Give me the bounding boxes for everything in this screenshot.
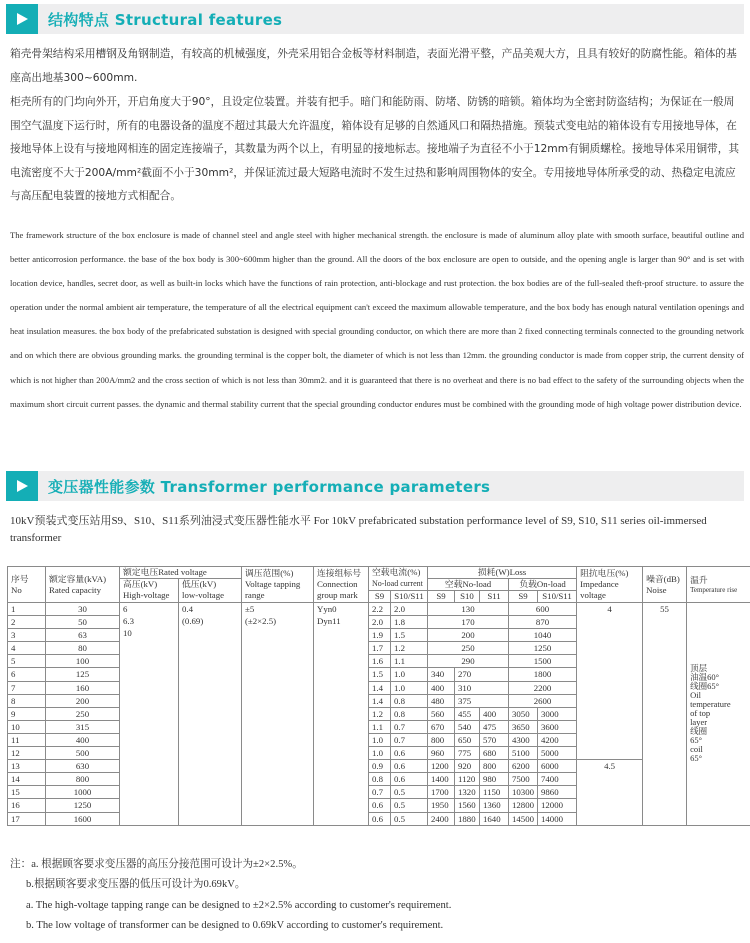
cell-ol-s9: 12800 [509, 799, 538, 812]
cell-nlc-s9: 1.5 [369, 668, 391, 681]
cell-onload-loss: 2600 [509, 694, 577, 707]
cell-capacity: 315 [46, 720, 120, 733]
en-paragraph: The framework structure of the box enclosure is made of channel steel and angle steel with higher mechanical strength. the enclosure is made of aluminum alloy plate with smooth surface, beautiful outline and better anticorrosion performance. the base of the box body is 300~600mm higher than the ground. All the doors of the box enclosure are open to outside, and the opening angle is larger than 90° and is set with location device, handles, secret door, as well as built-in locks which have the functions of rain protection, anti-blockage and rust protection. the box bodies are of the full-sealed theft-proof structure. to assure the operation under the normal ambient air temperature, the temperature of all the electrical equipment can't exceed the maximum allowable temperature, and the box body has enough natural ventilation openings and heat insulation measures. the box body of the prefabricated substation is designed with special grounding conductor, on which there are more than 2 fixed connecting terminals connected to the grounding network and on which there are obvious grounding marks. the grounding terminal is the copper bolt, the diameter of which is not less than 12mm. the grounding conductor is made from copper strip, the current density of which is not higher than 200A/mm2 and the cross section of which is not less than 30mm2. and it is guaranteed that there is no overheat and there is no bad effect to the safety of the surrounding objects when the maximum short circuit current passes. the dynamic and thermal stability current that the special grounding conductor endures must be combined with the grounding mode of high voltage power distribution device. [10, 230, 744, 409]
cell-noload-loss: 250 [428, 642, 509, 655]
cell-capacity: 1250 [46, 799, 120, 812]
cell-nll-s9: 400 [428, 681, 455, 694]
cell-no: 11 [8, 733, 46, 746]
header-nll-s9: S9 [428, 591, 455, 603]
cell-nlc-s10s11: 1.0 [391, 681, 428, 694]
cell-ol-s9: 5100 [509, 747, 538, 760]
header-capacity: 额定容量(kVA) Rated capacity [46, 567, 120, 603]
cell-tapping: ±5 (±2×2.5) [242, 603, 314, 826]
cell-ol-s9: 4300 [509, 733, 538, 746]
cell-nll-s10: 1880 [455, 812, 480, 825]
header-tapping: 调压范围(%) Voltage tapping range [242, 567, 314, 603]
cell-nlc-s9: 1.0 [369, 733, 391, 746]
header-temperature: 温升 Temperature rise [687, 567, 750, 603]
cell-nll-s10s11: 310 [455, 681, 509, 694]
cell-capacity: 100 [46, 655, 120, 668]
cell-connection: Yyn0 Dyn11 [314, 603, 369, 826]
cell-high-voltage: 6 6.3 10 [120, 603, 179, 826]
cell-no: 13 [8, 760, 46, 773]
cell-no: 17 [8, 812, 46, 825]
cell-nll-s11: 475 [480, 720, 509, 733]
cell-nlc-s9: 0.7 [369, 786, 391, 799]
cell-nll-s9: 1950 [428, 799, 455, 812]
cell-nlc-s9: 0.9 [369, 760, 391, 773]
cell-capacity: 1600 [46, 812, 120, 825]
header-ol-s9: S9 [509, 591, 538, 603]
cell-capacity: 50 [46, 616, 120, 629]
cell-nll-s9: 2400 [428, 812, 455, 825]
header-no: 序号 No [8, 567, 46, 603]
cell-nll-s11: 400 [480, 707, 509, 720]
note-line: 注：a. 根据顾客要求变压器的高压分接范围可设计为±2×2.5%。 [10, 859, 303, 870]
transformer-performance-table [7, 566, 750, 826]
cell-no: 15 [8, 786, 46, 799]
cell-ol-s10s11: 5000 [538, 747, 577, 760]
cell-nlc-s10s11: 1.1 [391, 655, 428, 668]
cell-ol-s10s11: 12000 [538, 799, 577, 812]
cell-ol-s9: 14500 [509, 812, 538, 825]
cell-capacity: 125 [46, 668, 120, 681]
cell-nlc-s10s11: 0.5 [391, 812, 428, 825]
cell-capacity: 160 [46, 681, 120, 694]
section-header-transformer [6, 471, 744, 501]
header-low-voltage: 低压(kV) low-voltage [179, 579, 242, 603]
cell-nlc-s9: 1.9 [369, 629, 391, 642]
cell-onload-loss: 1800 [509, 668, 577, 681]
cell-nll-s10: 1120 [455, 773, 480, 786]
cell-nll-s11: 980 [480, 773, 509, 786]
cell-nlc-s9: 2.2 [369, 603, 391, 616]
cell-no: 12 [8, 747, 46, 760]
header-high-voltage: 高压(kV) High-voltage [120, 579, 179, 603]
cell-nlc-s10s11: 0.7 [391, 733, 428, 746]
cell-noload-loss: 200 [428, 629, 509, 642]
cell-capacity: 200 [46, 694, 120, 707]
cell-nlc-s9: 1.0 [369, 747, 391, 760]
table-caption: 10kV预装式变压站用S9、S10、S11系列油浸式变压器性能水平 For 10kV prefabricated substation performance level of S9, S10, S11 series oil-immersed transformer [10, 515, 707, 544]
cell-capacity: 80 [46, 642, 120, 655]
cell-nlc-s10s11: 0.6 [391, 747, 428, 760]
cell-nll-s10: 775 [455, 747, 480, 760]
cell-capacity: 250 [46, 707, 120, 720]
cell-capacity: 630 [46, 760, 120, 773]
section-title: 结构特点 Structural features [48, 10, 283, 29]
cell-nll-s11: 800 [480, 760, 509, 773]
cell-noise: 55 [643, 603, 687, 826]
cell-ol-s10s11: 7400 [538, 773, 577, 786]
cell-capacity: 400 [46, 733, 120, 746]
cell-nll-s9: 340 [428, 668, 455, 681]
header-nlc-s9: S9 [369, 591, 391, 603]
cell-nll-s10: 920 [455, 760, 480, 773]
cell-nlc-s9: 1.6 [369, 655, 391, 668]
cell-no: 7 [8, 681, 46, 694]
cell-nlc-s9: 0.6 [369, 812, 391, 825]
header-ol-s10s11: S10/S11 [538, 591, 577, 603]
cell-impedance: 4 [577, 603, 643, 760]
note-line: b. The low voltage of transformer can be designed to 0.69kV according to customer's requirement. [26, 920, 444, 932]
cell-nll-s9: 670 [428, 720, 455, 733]
header-noload-current: 空载电流(%) No-load current [369, 567, 428, 591]
cell-no: 4 [8, 642, 46, 655]
cell-nlc-s10s11: 1.8 [391, 616, 428, 629]
cell-nll-s9: 960 [428, 747, 455, 760]
cell-nlc-s9: 1.4 [369, 694, 391, 707]
cell-nll-s10: 1320 [455, 786, 480, 799]
cell-noload-loss: 290 [428, 655, 509, 668]
cell-nlc-s9: 2.0 [369, 616, 391, 629]
cell-capacity: 1000 [46, 786, 120, 799]
cell-nlc-s10s11: 0.6 [391, 760, 428, 773]
section-header-structural [6, 4, 744, 34]
cell-low-voltage: 0.4 (0.69) [179, 603, 242, 826]
cell-nlc-s10s11: 0.8 [391, 694, 428, 707]
header-rated-voltage: 额定电压Rated voltage [120, 567, 242, 579]
table-row [8, 760, 750, 773]
cell-nll-s11: 680 [480, 747, 509, 760]
cell-onload-loss: 600 [509, 603, 577, 616]
cell-nlc-s9: 1.4 [369, 681, 391, 694]
cell-nll-s10s11: 270 [455, 668, 509, 681]
header-impedance: 阻抗电压(%) Impedance voltage [577, 567, 643, 603]
cell-nll-s9: 800 [428, 733, 455, 746]
cell-nlc-s10s11: 2.0 [391, 603, 428, 616]
cell-nlc-s9: 0.8 [369, 773, 391, 786]
cell-onload-loss: 1500 [509, 655, 577, 668]
section-title: 变压器性能参数 Transformer performance parameters [48, 477, 491, 496]
cell-capacity: 30 [46, 603, 120, 616]
cell-nll-s9: 560 [428, 707, 455, 720]
cell-ol-s10s11: 3600 [538, 720, 577, 733]
cell-nll-s10: 1560 [455, 799, 480, 812]
cell-ol-s9: 7500 [509, 773, 538, 786]
cell-no: 10 [8, 720, 46, 733]
header-nll-s10: S10 [455, 591, 480, 603]
cell-nll-s10: 540 [455, 720, 480, 733]
cell-nlc-s10s11: 0.8 [391, 707, 428, 720]
cell-no: 16 [8, 799, 46, 812]
cell-nlc-s9: 1.2 [369, 707, 391, 720]
note-line: b.根据顾客要求变压器的低压可设计为0.69kV。 [26, 879, 246, 891]
cell-nlc-s10s11: 1.0 [391, 668, 428, 681]
cell-nll-s11: 1640 [480, 812, 509, 825]
cell-ol-s10s11: 6000 [538, 760, 577, 773]
header-nlc-s10s11: S10/S11 [391, 591, 428, 603]
cell-noload-loss: 170 [428, 616, 509, 629]
cell-no: 9 [8, 707, 46, 720]
cn-paragraph-1: 箱壳骨架结构采用槽钢及角钢制造，有较高的机械强度，外壳采用铝合金板等材料制造，表面光滑平整，产品美观大方，且具有较好的防腐性能。箱体的基座高出地基300~600mm. [10, 47, 737, 84]
cell-ol-s9: 6200 [509, 760, 538, 773]
header-nll-s11: S11 [480, 591, 509, 603]
cell-nlc-s10s11: 0.5 [391, 799, 428, 812]
cell-no: 3 [8, 629, 46, 642]
cell-onload-loss: 870 [509, 616, 577, 629]
cell-no: 6 [8, 668, 46, 681]
play-arrow-icon [6, 471, 38, 501]
cell-nlc-s10s11: 1.2 [391, 642, 428, 655]
notes [10, 855, 744, 937]
cell-ol-s9: 3050 [509, 707, 538, 720]
cell-capacity: 500 [46, 747, 120, 760]
cell-nlc-s9: 1.1 [369, 720, 391, 733]
play-arrow-icon [6, 4, 38, 34]
cell-onload-loss: 2200 [509, 681, 577, 694]
cell-ol-s9: 10300 [509, 786, 538, 799]
cell-nll-s11: 1360 [480, 799, 509, 812]
cell-nll-s9: 480 [428, 694, 455, 707]
cell-no: 1 [8, 603, 46, 616]
cell-no: 8 [8, 694, 46, 707]
cell-nll-s9: 1700 [428, 786, 455, 799]
cell-onload-loss: 1250 [509, 642, 577, 655]
cell-ol-s10s11: 14000 [538, 812, 577, 825]
cell-nlc-s9: 0.6 [369, 799, 391, 812]
header-onload-loss: 负载On-load [509, 579, 577, 591]
cell-ol-s10s11: 9860 [538, 786, 577, 799]
cell-nlc-s10s11: 0.6 [391, 773, 428, 786]
cell-no: 14 [8, 773, 46, 786]
cn-paragraph-2: 柜壳所有的门均向外开，开启角度大于90°，且设定位装置。并装有把手。暗门和能防雨、防堵、防锈的暗锁。箱体均为全密封防盗结构；为保证在一般周围空气温度下运行时，所有的电器设备的温度不超过其最大允许温度，箱体设有足够的自然通风口和隔热措施。预装式变电站的箱体设有专用接地导体，在接地导体上设有与接地网相连的固定连接端子，其数量为两个以上，有明显的接地标志。接地端子为直径不小于12mm有铜质螺栓。接地导体采用铜带，其电流密度不大于200A/mm²截面不小于30mm²，并保证流过最大短路电流时不发生过热和影响周围物体的安全。专用接地导体所承受的动、热稳定电流应与高压配电装置的接地方式相配合。 [10, 95, 740, 203]
cell-nll-s9: 1200 [428, 760, 455, 773]
cell-capacity: 800 [46, 773, 120, 786]
cell-temperature: 顶层 油温60° 线圈65° Oil temperature of top layer 线圈 65° coil 65° [687, 603, 750, 826]
cell-nll-s10s11: 375 [455, 694, 509, 707]
note-line: a. The high-voltage tapping range can be designed to ±2×2.5% according to customer's requirement. [26, 899, 452, 911]
cell-nll-s10: 650 [455, 733, 480, 746]
cell-no: 2 [8, 616, 46, 629]
cell-ol-s10s11: 3000 [538, 707, 577, 720]
table-row [8, 603, 750, 616]
cell-noload-loss: 130 [428, 603, 509, 616]
cell-nll-s9: 1400 [428, 773, 455, 786]
cell-ol-s10s11: 4200 [538, 733, 577, 746]
cell-no: 5 [8, 655, 46, 668]
cell-nll-s11: 1150 [480, 786, 509, 799]
cell-nll-s10: 455 [455, 707, 480, 720]
header-noise: 噪音(dB) Noise [643, 567, 687, 603]
cell-nlc-s9: 1.7 [369, 642, 391, 655]
cell-capacity: 63 [46, 629, 120, 642]
header-connection: 连接组标号 Connection group mark [314, 567, 369, 603]
cell-nlc-s10s11: 1.5 [391, 629, 428, 642]
header-noload-loss: 空载No-load [428, 579, 509, 591]
header-loss: 损耗(W)Loss [428, 567, 577, 579]
cell-ol-s9: 3650 [509, 720, 538, 733]
cell-nll-s11: 570 [480, 733, 509, 746]
cell-nlc-s10s11: 0.5 [391, 786, 428, 799]
cell-nlc-s10s11: 0.7 [391, 720, 428, 733]
cell-impedance: 4.5 [577, 760, 643, 825]
cell-onload-loss: 1040 [509, 629, 577, 642]
